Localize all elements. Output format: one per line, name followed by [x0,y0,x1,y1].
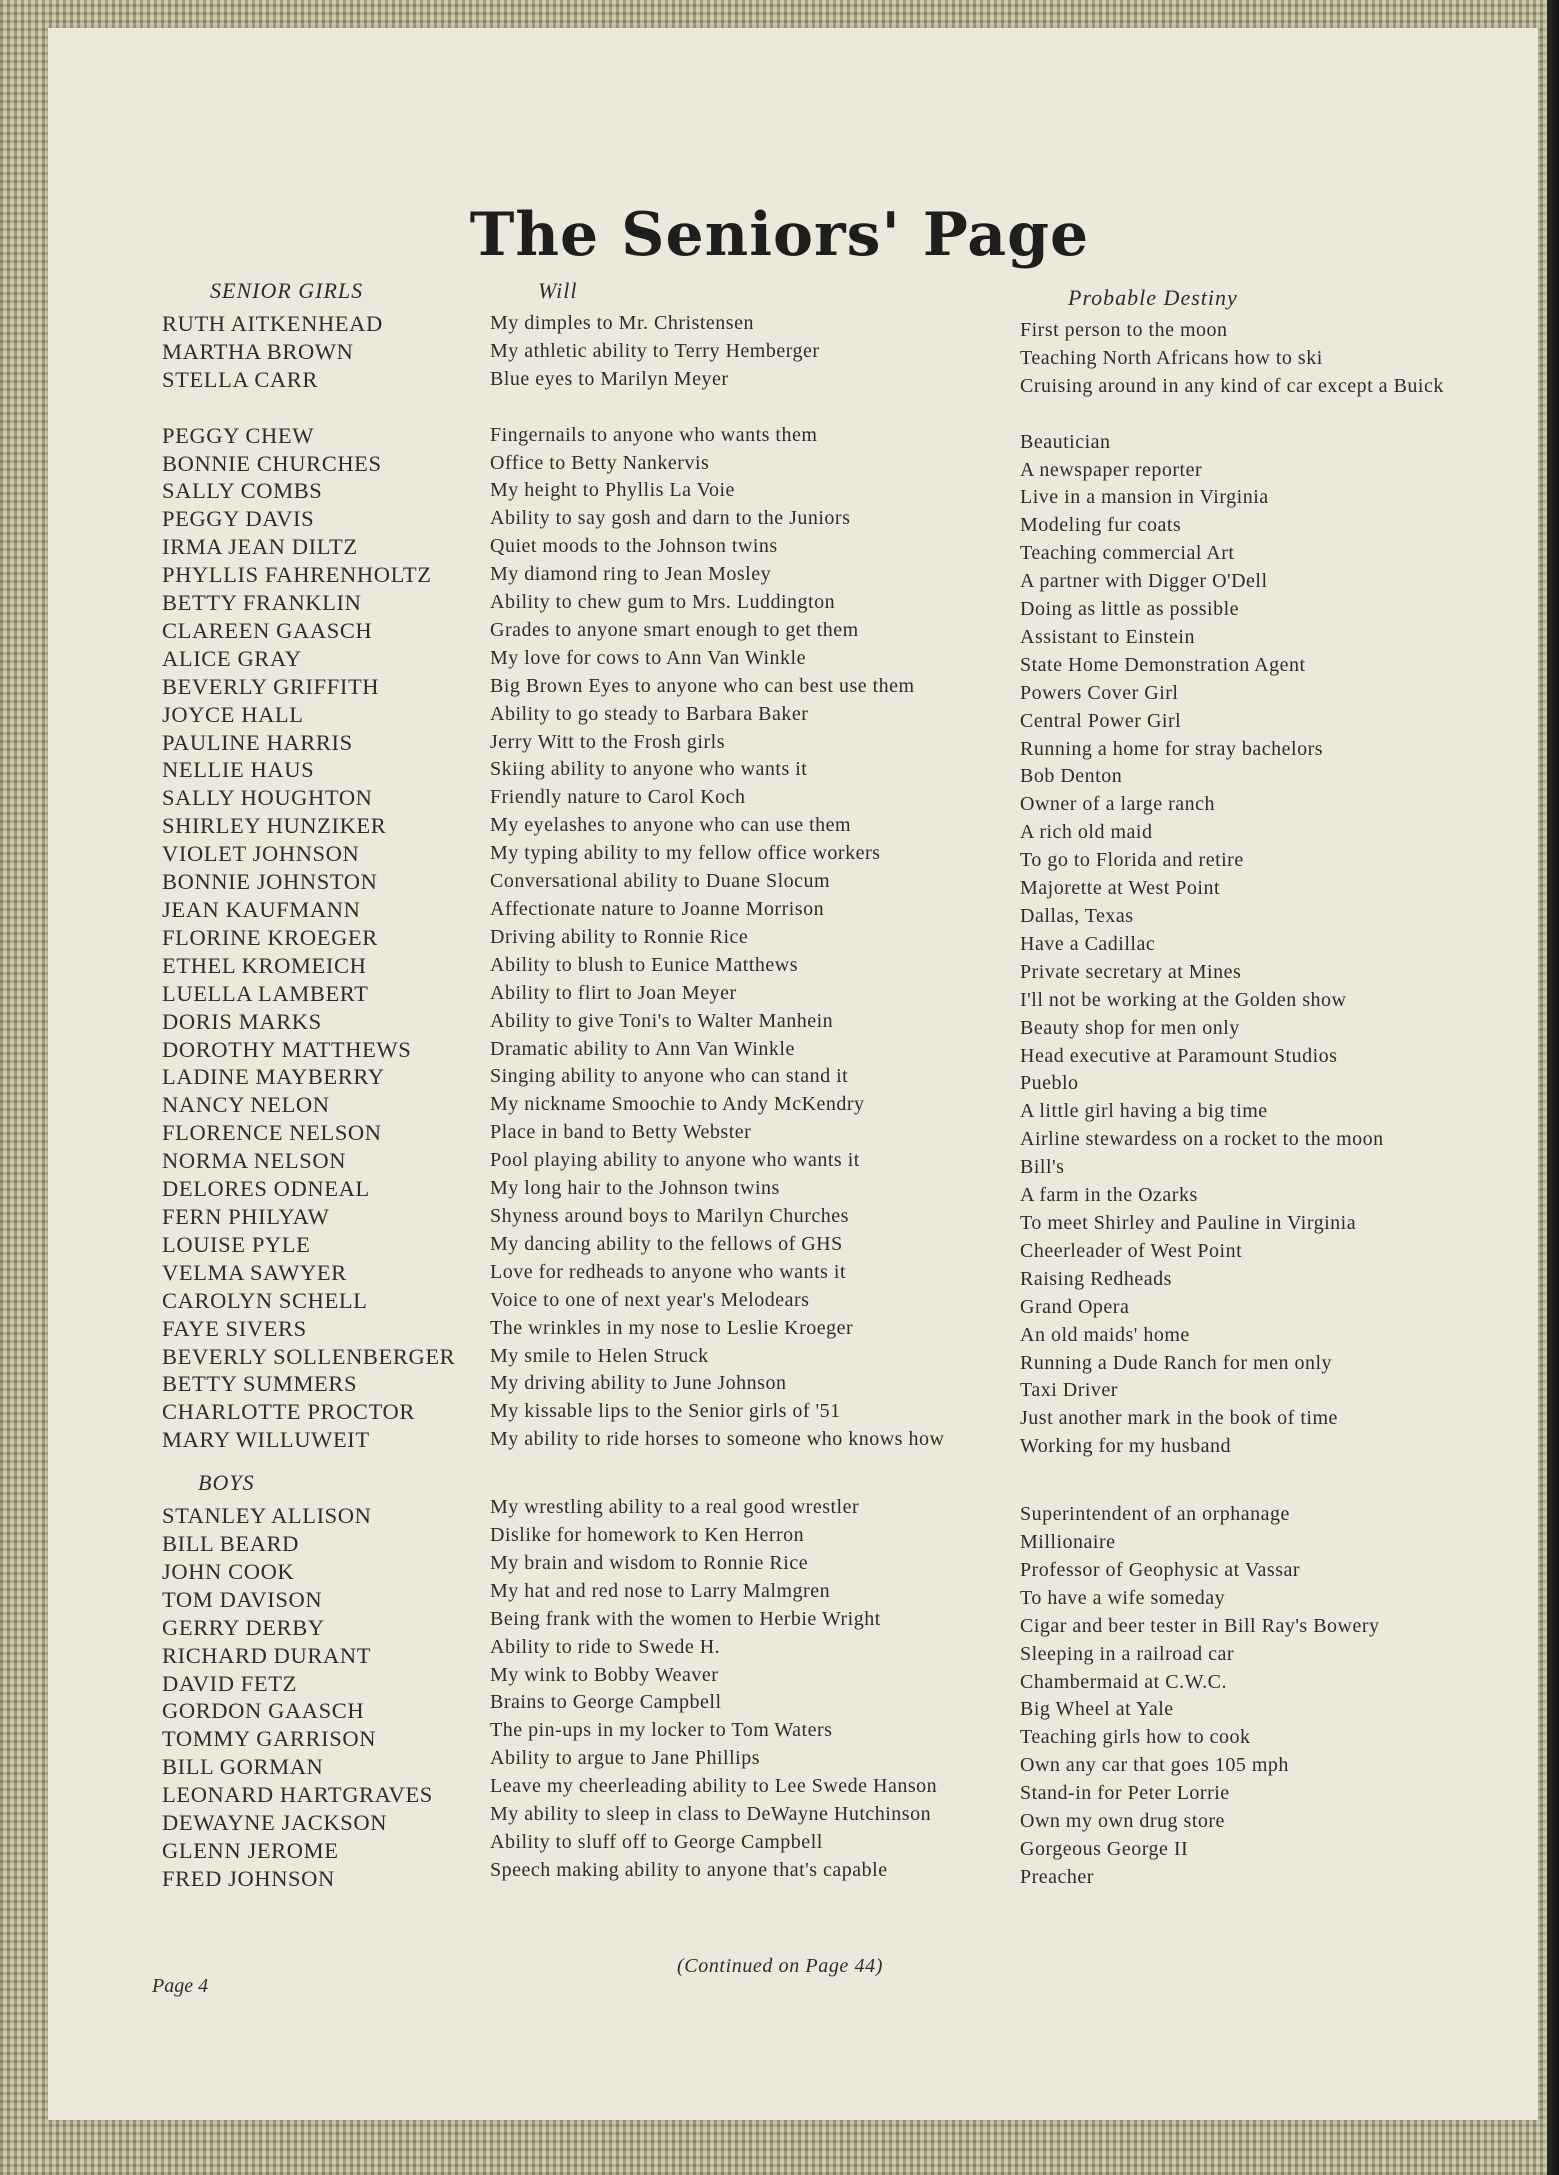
destiny-line: Just another mark in the book of time [1020,1407,1338,1430]
name-line: DAVID FETZ [162,1670,297,1696]
will-line: My diamond ring to Jean Mosley [490,563,772,586]
name-line: MARY WILLUWEIT [162,1427,370,1453]
destiny-line: Sleeping in a railroad car [1020,1642,1235,1665]
destiny-column [1020,285,1460,1892]
boys-destiny-list [1020,1501,1460,1892]
name-line: CHARLOTTE PROCTOR [162,1399,415,1425]
will-line: My driving ability to June Johnson [490,1372,787,1395]
name-line: FLORENCE NELSON [162,1120,382,1146]
will-line: Quiet moods to the Johnson twins [490,535,778,558]
boys-names-list [162,1502,492,1893]
name-line: LEONARD HARTGRAVES [162,1782,433,1808]
name-line: SHIRLEY HUNZIKER [162,813,387,839]
name-line: CAROLYN SCHELL [162,1287,368,1313]
destiny-line: Teaching commercial Art [1020,542,1235,565]
name-line: GLENN JEROME [162,1838,339,1864]
name-line: IRMA JEAN DILTZ [162,534,358,560]
destiny-line: Bob Denton [1020,765,1123,788]
destiny-line: Assistant to Einstein [1020,625,1195,648]
name-line: LOUISE PYLE [162,1231,311,1257]
destiny-line: To go to Florida and retire [1020,849,1244,872]
will-line: Ability to give Toni's to Walter Manhein [490,1009,834,1032]
will-line: Speech making ability to anyone that's capable [490,1858,888,1881]
will-column [490,278,990,1885]
will-line: Dislike for homework to Ken Herron [490,1524,805,1547]
destiny-line: Professor of Geophysic at Vassar [1020,1558,1301,1581]
will-line: My athletic ability to Terry Hemberger [490,339,820,362]
destiny-line: Running a home for stray bachelors [1020,737,1324,760]
name-line: FERN PHILYAW [162,1203,330,1229]
names-column [162,278,492,1893]
girls-destiny-list [1020,317,1460,1461]
name-line: STELLA CARR [162,366,318,392]
name-line: JOHN COOK [162,1558,295,1584]
page-title: The Seniors' Page [469,200,1090,270]
destiny-line: Taxi Driver [1020,1379,1118,1402]
will-line: Fingernails to anyone who wants them [490,423,818,446]
will-line: Ability to argue to Jane Phillips [490,1747,761,1770]
name-line: NANCY NELON [162,1092,330,1118]
destiny-line: Big Wheel at Yale [1020,1698,1174,1721]
name-line: VIOLET JOHNSON [162,841,360,867]
will-line: Blue eyes to Marilyn Meyer [490,367,729,390]
will-line: My eyelashes to anyone who can use them [490,814,852,837]
will-line: Big Brown Eyes to anyone who can best use them [490,674,915,697]
name-line: SALLY HOUGHTON [162,785,373,811]
will-line: Friendly nature to Carol Koch [490,786,746,809]
will-line: Skiing ability to anyone who wants it [490,758,808,781]
will-line: Office to Betty Nankervis [490,451,710,474]
name-line: ALICE GRAY [162,645,302,671]
name-line: DORIS MARKS [162,1008,322,1034]
group-gap [1020,401,1460,429]
will-line: Leave my cheerleading ability to Lee Swede Hanson [490,1775,938,1798]
will-line: Shyness around boys to Marilyn Churches [490,1204,849,1227]
name-line: ETHEL KROMEICH [162,952,367,978]
destiny-line: I'll not be working at the Golden show [1020,988,1347,1011]
destiny-line: Teaching North Africans how to ski [1020,346,1323,369]
name-line: BETTY SUMMERS [162,1371,358,1397]
name-line: LUELLA LAMBERT [162,980,369,1006]
destiny-line: Preacher [1020,1865,1094,1888]
group-gap [162,394,492,422]
will-line: My dancing ability to the fellows of GHS [490,1232,843,1255]
destiny-line: A partner with Digger O'Dell [1020,570,1268,593]
name-line: BONNIE JOHNSTON [162,869,378,895]
will-line: Ability to go steady to Barbara Baker [490,702,809,725]
destiny-line: Millionaire [1020,1531,1116,1554]
destiny-line: Stand-in for Peter Lorrie [1020,1782,1230,1805]
name-line: NORMA NELSON [162,1148,347,1174]
will-line: My love for cows to Ann Van Winkle [490,646,806,669]
destiny-line: Running a Dude Ranch for men only [1020,1351,1332,1374]
page-number: Page 4 [152,1975,209,1997]
destiny-line: State Home Demonstration Agent [1020,653,1306,676]
destiny-line: A farm in the Ozarks [1020,1184,1198,1207]
name-line: PHYLLIS FAHRENHOLTZ [162,562,432,588]
name-line: FRED JOHNSON [162,1865,335,1891]
group-gap [490,394,990,422]
boys-will-list [490,1494,990,1885]
destiny-line: A newspaper reporter [1020,458,1203,481]
name-line: TOMMY GARRISON [162,1726,377,1752]
will-line: Ability to chew gum to Mrs. Luddington [490,591,836,614]
continued-note: (Continued on Page 44) [677,1955,883,1977]
destiny-line: An old maids' home [1020,1323,1190,1346]
name-line: BILL BEARD [162,1531,300,1557]
destiny-line: Powers Cover Girl [1020,681,1179,704]
will-line: My typing ability to my fellow office workers [490,842,881,865]
will-line: My brain and wisdom to Ronnie Rice [490,1551,809,1574]
destiny-line: Dallas, Texas [1020,905,1134,928]
name-line: BEVERLY GRIFFITH [162,673,380,699]
will-line: Being frank with the women to Herbie Wright [490,1607,881,1630]
will-line: My wink to Bobby Weaver [490,1663,719,1686]
will-line: Singing ability to anyone who can stand it [490,1065,849,1088]
name-line: SALLY COMBS [162,478,323,504]
name-line: DEWAYNE JACKSON [162,1810,388,1836]
destiny-line: Live in a mansion in Virginia [1020,486,1269,509]
destiny-line: Head executive at Paramount Studios [1020,1044,1338,1067]
destiny-line: Gorgeous George II [1020,1838,1189,1861]
destiny-line: Central Power Girl [1020,709,1182,732]
destiny-line: Raising Redheads [1020,1267,1172,1290]
destiny-line: Owner of a large ranch [1020,793,1215,816]
will-line: Brains to George Campbell [490,1691,722,1714]
destiny-line: Beauty shop for men only [1020,1016,1240,1039]
name-line: RICHARD DURANT [162,1642,372,1668]
destiny-line: Beautician [1020,430,1111,453]
will-line: Ability to say gosh and darn to the Juniors [490,507,851,530]
will-line: My height to Phyllis La Voie [490,479,735,502]
will-line: Ability to sluff off to George Campbell [490,1831,823,1854]
name-line: JEAN KAUFMANN [162,897,361,923]
will-line: My dimples to Mr. Christensen [490,312,754,334]
will-line: Affectionate nature to Joanne Morrison [490,898,825,921]
name-line: NELLIE HAUS [162,757,315,783]
destiny-line: Own my own drug store [1020,1810,1225,1833]
will-line: Jerry Witt to the Frosh girls [490,730,725,753]
will-line: My wrestling ability to a real good wrestler [490,1496,860,1519]
name-line: FAYE SIVERS [162,1315,307,1341]
will-line: Love for redheads to anyone who wants it [490,1260,847,1283]
destiny-line: Have a Cadillac [1020,932,1156,955]
will-line: My nickname Smoochie to Andy McKendry [490,1093,865,1116]
name-line: DELORES ODNEAL [162,1176,370,1202]
will-line: Pool playing ability to anyone who wants it [490,1149,860,1172]
name-line: PEGGY CHEW [162,422,315,448]
boys-header: BOYS [198,1470,255,1496]
destiny-line: Doing as little as possible [1020,598,1240,621]
will-line: The wrinkles in my nose to Leslie Kroeger [490,1316,854,1339]
will-header: Will [538,278,578,303]
will-line: Dramatic ability to Ann Van Winkle [490,1037,795,1060]
name-line: CLAREEN GAASCH [162,617,373,643]
destiny-line: Superintendent of an orphanage [1020,1503,1290,1526]
name-line: JOYCE HALL [162,701,304,727]
name-line: VELMA SAWYER [162,1259,347,1285]
girls-header: SENIOR GIRLS [210,278,364,303]
destiny-line: Majorette at West Point [1020,877,1221,900]
name-line: BILL GORMAN [162,1754,324,1780]
binding-edge [1547,0,1559,2175]
name-line: LADINE MAYBERRY [162,1064,385,1090]
name-line: TOM DAVISON [162,1586,323,1612]
will-line: Ability to flirt to Joan Meyer [490,981,737,1004]
destiny-line: To have a wife someday [1020,1586,1226,1609]
name-line: PEGGY DAVIS [162,506,315,532]
will-line: My smile to Helen Struck [490,1344,709,1367]
destiny-line: Teaching girls how to cook [1020,1726,1251,1749]
destiny-line: First person to the moon [1020,319,1228,341]
name-line: BETTY FRANKLIN [162,590,362,616]
destiny-line: Own any car that goes 105 mph [1020,1754,1289,1777]
destiny-line: Cheerleader of West Point [1020,1239,1243,1262]
will-line: Ability to ride to Swede H. [490,1635,721,1658]
destiny-line: Cigar and beer tester in Bill Ray's Bowery [1020,1614,1380,1637]
destiny-header: Probable Destiny [1068,285,1238,310]
destiny-line: Bill's [1020,1156,1065,1179]
destiny-line: Private secretary at Mines [1020,960,1242,983]
name-line: STANLEY ALLISON [162,1503,372,1529]
destiny-line: A rich old maid [1020,821,1153,844]
destiny-line: Cruising around in any kind of car except a Buick [1020,374,1444,397]
will-line: My long hair to the Johnson twins [490,1177,780,1200]
name-line: BEVERLY SOLLENBERGER [162,1343,456,1369]
will-line: Grades to anyone smart enough to get them [490,618,859,641]
destiny-line: Grand Opera [1020,1295,1130,1318]
will-line: My hat and red nose to Larry Malmgren [490,1579,831,1602]
name-line: RUTH AITKENHEAD [162,311,383,336]
destiny-line: A little girl having a big time [1020,1100,1268,1123]
name-line: GORDON GAASCH [162,1698,365,1724]
will-line: My kissable lips to the Senior girls of '51 [490,1400,841,1423]
will-line: Voice to one of next year's Melodears [490,1288,810,1311]
will-line: The pin-ups in my locker to Tom Waters [490,1719,833,1742]
name-line: GERRY DERBY [162,1614,325,1640]
name-line: PAULINE HARRIS [162,729,353,755]
will-line: Ability to blush to Eunice Matthews [490,953,799,976]
girls-names-list [162,310,492,1454]
name-line: MARTHA BROWN [162,338,354,364]
destiny-line: Pueblo [1020,1072,1079,1095]
will-line: Place in band to Betty Webster [490,1121,752,1144]
destiny-line: Airline stewardess on a rocket to the moon [1020,1128,1384,1151]
will-line: Driving ability to Ronnie Rice [490,925,749,948]
destiny-line: Chambermaid at C.W.C. [1020,1670,1227,1693]
will-line: My ability to ride horses to someone who knows how [490,1428,945,1451]
girls-will-list [490,310,990,1454]
destiny-line: To meet Shirley and Pauline in Virginia [1020,1211,1357,1234]
will-line: Conversational ability to Duane Slocum [490,870,831,893]
will-line: My ability to sleep in class to DeWayne Hutchinson [490,1803,932,1826]
destiny-line: Working for my husband [1020,1435,1232,1458]
name-line: BONNIE CHURCHES [162,450,382,476]
destiny-line: Modeling fur coats [1020,514,1182,537]
name-line: DOROTHY MATTHEWS [162,1036,412,1062]
name-line: FLORINE KROEGER [162,924,378,950]
